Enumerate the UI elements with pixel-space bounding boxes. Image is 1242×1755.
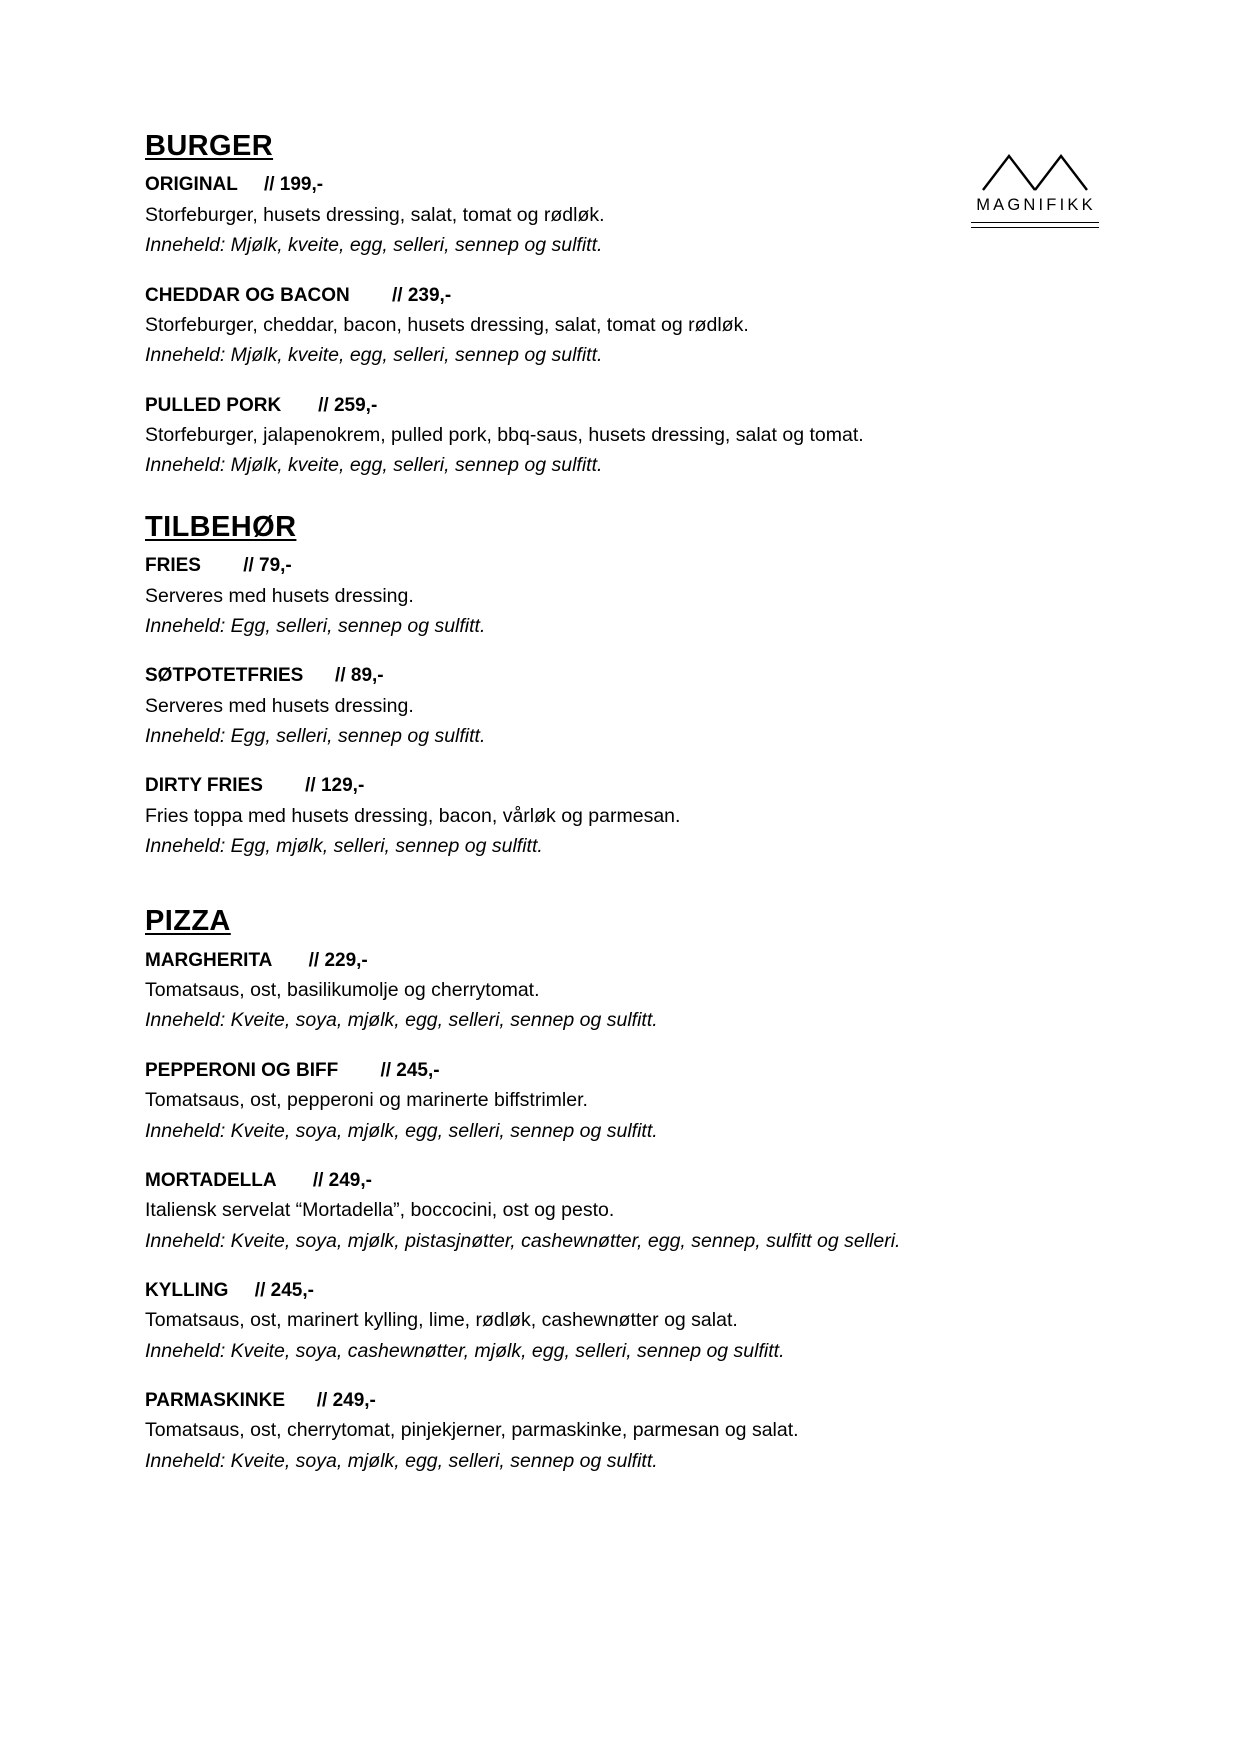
- menu-item-description: Tomatsaus, ost, basilikumolje og cherrytomat.: [145, 979, 540, 1002]
- menu-item-description: Tomatsaus, ost, cherrytomat, pinjekjerner, parmaskinke, parmesan og salat.: [145, 1419, 799, 1442]
- menu-item: [145, 662, 1102, 751]
- menu-item-price: // 79,-: [243, 555, 292, 577]
- menu-item-name: MARGHERITA: [145, 949, 272, 971]
- section-title: TILBEHØR: [145, 510, 297, 543]
- menu-section: [145, 511, 1102, 862]
- menu-item-price: // 229,-: [308, 949, 368, 971]
- menu-item: [145, 392, 1102, 481]
- menu-item-description: Tomatsaus, ost, marinert kylling, lime, rødløk, cashewnøtter og salat.: [145, 1309, 738, 1332]
- menu-sections: [145, 130, 1102, 1476]
- menu-item-allergens: Inneheld: Kveite, soya, mjølk, egg, selleri, sennep og sulfitt.: [145, 1009, 658, 1032]
- menu-section: [145, 905, 1102, 1476]
- menu-item-head: [145, 1277, 1102, 1305]
- menu-item-spacer: [281, 395, 318, 416]
- menu-item-allergens: Inneheld: Mjølk, kveite, egg, selleri, sennep og sulfitt.: [145, 234, 603, 257]
- menu-item-spacer: [238, 174, 264, 195]
- menu-item: [145, 947, 1102, 1036]
- menu-item: [145, 552, 1102, 641]
- menu-item-allergens: Inneheld: Kveite, soya, mjølk, egg, selleri, sennep og sulfitt.: [145, 1119, 658, 1142]
- menu-item-description: Serveres med husets dressing.: [145, 694, 414, 717]
- menu-item: [145, 1387, 1102, 1476]
- menu-item-head: [145, 392, 1102, 420]
- menu-item-name: PEPPERONI OG BIFF: [145, 1059, 339, 1081]
- menu-item-allergens: Inneheld: Mjølk, kveite, egg, selleri, sennep og sulfitt.: [145, 344, 603, 367]
- menu-item-head: [145, 772, 1102, 800]
- brand-rule-top: [971, 222, 1099, 223]
- mountain-icon: [962, 150, 1107, 194]
- menu-item-price: // 259,-: [318, 394, 378, 416]
- menu-item-spacer: [201, 555, 243, 576]
- menu-item-price: // 249,-: [316, 1389, 376, 1411]
- menu-item-price: // 89,-: [335, 665, 384, 687]
- brand-rule-bottom: [971, 227, 1099, 228]
- menu-item-description: Italiensk servelat “Mortadella”, boccocini, ost og pesto.: [145, 1199, 615, 1222]
- menu-item-spacer: [303, 665, 335, 686]
- menu-item: [145, 772, 1102, 861]
- menu-item-price: // 249,-: [312, 1169, 372, 1191]
- menu-item-name: SØTPOTETFRIES: [145, 665, 304, 687]
- menu-item-head: [145, 171, 1102, 199]
- menu-item-description: Storfeburger, jalapenokrem, pulled pork, bbq-saus, husets dressing, salat og tomat.: [145, 424, 864, 447]
- menu-item-allergens: Inneheld: Egg, selleri, sennep og sulfitt.: [145, 614, 486, 637]
- menu-item-head: [145, 947, 1102, 975]
- menu-item-name: MORTADELLA: [145, 1169, 276, 1191]
- menu-item-spacer: [338, 1060, 380, 1081]
- menu-item-head: [145, 1057, 1102, 1085]
- menu-item: [145, 1167, 1102, 1256]
- menu-item-spacer: [285, 1390, 317, 1411]
- menu-item-description: Fries toppa med husets dressing, bacon, vårløk og parmesan.: [145, 804, 681, 827]
- menu-item-description: Tomatsaus, ost, pepperoni og marinerte biffstrimler.: [145, 1089, 588, 1112]
- section-title: BURGER: [145, 130, 274, 162]
- menu-item-allergens: Inneheld: Egg, selleri, sennep og sulfitt.: [145, 724, 486, 747]
- menu-item: [145, 1057, 1102, 1146]
- brand-logo: [962, 150, 1107, 228]
- menu-item-name: PARMASKINKE: [145, 1389, 286, 1411]
- menu-item-spacer: [263, 775, 305, 796]
- menu-item: [145, 282, 1102, 371]
- menu-item-name: KYLLING: [145, 1279, 229, 1301]
- menu-item-name: PULLED PORK: [145, 394, 282, 416]
- menu-item-name: CHEDDAR OG BACON: [145, 284, 350, 306]
- menu-item-spacer: [272, 950, 309, 971]
- menu-item-price: // 199,-: [263, 174, 324, 196]
- menu-item-head: [145, 282, 1102, 310]
- menu-item-head: [145, 552, 1102, 580]
- menu-item-spacer: [276, 1170, 313, 1191]
- menu-item-spacer: [350, 285, 392, 306]
- menu-item-allergens: Inneheld: Kveite, soya, mjølk, egg, selleri, sennep og sulfitt.: [145, 1449, 658, 1472]
- menu-item-description: Storfeburger, cheddar, bacon, husets dressing, salat, tomat og rødløk.: [145, 314, 749, 337]
- menu-item: [145, 1277, 1102, 1366]
- menu-item-price: // 245,-: [380, 1059, 440, 1081]
- menu-item-head: [145, 662, 1102, 690]
- menu-item-description: Storfeburger, husets dressing, salat, tomat og rødløk.: [145, 204, 605, 227]
- menu-item-price: // 245,-: [254, 1279, 314, 1301]
- menu-item-allergens: Inneheld: Mjølk, kveite, egg, selleri, sennep og sulfitt.: [145, 454, 603, 477]
- section-spacer: [145, 861, 1102, 905]
- menu-item-name: FRIES: [145, 555, 201, 577]
- menu-item-name: ORIGINAL: [145, 174, 238, 196]
- menu-item-allergens: Inneheld: Kveite, soya, cashewnøtter, mjølk, egg, selleri, sennep og sulfitt.: [145, 1339, 785, 1362]
- menu-item-head: [145, 1387, 1102, 1415]
- menu-item-price: // 129,-: [305, 775, 365, 797]
- menu-item-price: // 239,-: [392, 284, 452, 306]
- menu-item-spacer: [228, 1280, 254, 1301]
- menu-item-description: Serveres med husets dressing.: [145, 584, 414, 607]
- menu-item-allergens: Inneheld: Kveite, soya, mjølk, pistasjnøtter, cashewnøtter, egg, sennep, sulfitt og selleri.: [145, 1229, 901, 1252]
- menu-item: [145, 171, 1102, 260]
- menu-section: [145, 130, 1102, 481]
- brand-wordmark: MAGNIFIKK: [976, 196, 1096, 214]
- menu-item-head: [145, 1167, 1102, 1195]
- section-title: PIZZA: [145, 905, 231, 938]
- menu-item-allergens: Inneheld: Egg, mjølk, selleri, sennep og sulfitt.: [145, 834, 543, 857]
- menu-item-name: DIRTY FRIES: [145, 775, 263, 797]
